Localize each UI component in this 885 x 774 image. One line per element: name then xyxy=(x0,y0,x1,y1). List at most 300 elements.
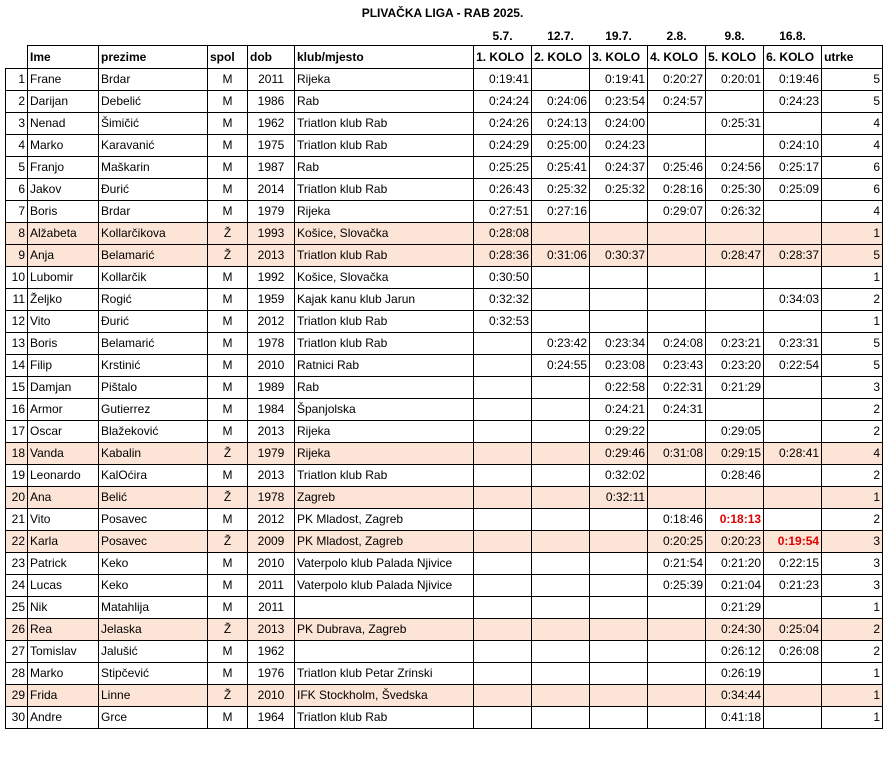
birth-year-cell: 1962 xyxy=(248,112,295,134)
last-name-cell: Debelić xyxy=(99,90,208,112)
time-cell xyxy=(474,420,532,442)
birth-year-cell: 2012 xyxy=(248,508,295,530)
time-cell xyxy=(590,706,648,728)
row-index: 30 xyxy=(6,706,28,728)
birth-year-cell: 1978 xyxy=(248,486,295,508)
time-cell xyxy=(764,662,822,684)
time-cell: 0:26:12 xyxy=(706,640,764,662)
date-cell: 5.7. xyxy=(492,29,513,44)
time-cell xyxy=(764,222,822,244)
time-cell: 0:21:29 xyxy=(706,376,764,398)
last-name-cell: Blažeković xyxy=(99,420,208,442)
time-cell: 0:23:20 xyxy=(706,354,764,376)
time-cell xyxy=(648,596,706,618)
last-name-cell: Kollarčikova xyxy=(99,222,208,244)
gender-cell: M xyxy=(208,310,248,332)
time-cell xyxy=(590,200,648,222)
gender-cell: Ž xyxy=(208,486,248,508)
time-cell xyxy=(474,640,532,662)
races-count-cell: 3 xyxy=(822,530,883,552)
first-name-cell: Tomislav xyxy=(28,640,99,662)
club-cell: Rijeka xyxy=(295,420,474,442)
gender-cell: Ž xyxy=(208,222,248,244)
time-cell xyxy=(706,288,764,310)
header-kolo: 2. KOLO xyxy=(532,45,590,68)
time-cell: 0:28:46 xyxy=(706,464,764,486)
first-name-cell: Lubomir xyxy=(28,266,99,288)
first-name-cell: Alžabeta xyxy=(28,222,99,244)
time-cell xyxy=(532,310,590,332)
time-cell xyxy=(474,354,532,376)
last-name-cell: Karavanić xyxy=(99,134,208,156)
club-cell: Košice, Slovačka xyxy=(295,266,474,288)
time-cell: 0:32:32 xyxy=(474,288,532,310)
time-cell xyxy=(706,266,764,288)
first-name-cell: Vito xyxy=(28,310,99,332)
races-count-cell: 2 xyxy=(822,508,883,530)
header-index xyxy=(6,45,28,68)
row-index: 15 xyxy=(6,376,28,398)
time-cell: 0:25:04 xyxy=(764,618,822,640)
time-cell: 0:28:47 xyxy=(706,244,764,266)
time-cell: 0:25:25 xyxy=(474,156,532,178)
table-row xyxy=(6,332,883,354)
row-index: 28 xyxy=(6,662,28,684)
first-name-cell: Darijan xyxy=(28,90,99,112)
time-cell xyxy=(764,420,822,442)
birth-year-cell: 2011 xyxy=(248,596,295,618)
time-cell xyxy=(474,486,532,508)
table-row xyxy=(6,288,883,310)
first-name-cell: Boris xyxy=(28,200,99,222)
races-count-cell: 5 xyxy=(822,90,883,112)
time-cell xyxy=(532,266,590,288)
table-row xyxy=(6,354,883,376)
table-row xyxy=(6,266,883,288)
gender-cell: M xyxy=(208,90,248,112)
time-cell: 0:31:08 xyxy=(648,442,706,464)
club-cell: Kajak kanu klub Jarun xyxy=(295,288,474,310)
races-count-cell: 1 xyxy=(822,486,883,508)
time-cell: 0:25:32 xyxy=(590,178,648,200)
time-cell: 0:41:18 xyxy=(706,706,764,728)
first-name-cell: Nenad xyxy=(28,112,99,134)
birth-year-cell: 2009 xyxy=(248,530,295,552)
gender-cell: M xyxy=(208,354,248,376)
time-cell xyxy=(532,640,590,662)
club-cell: Triatlon klub Rab xyxy=(295,310,474,332)
header-dob: dob xyxy=(248,45,295,68)
time-cell xyxy=(532,596,590,618)
birth-year-cell: 2011 xyxy=(248,574,295,596)
club-cell: Rab xyxy=(295,90,474,112)
time-cell xyxy=(590,684,648,706)
time-cell: 0:24:21 xyxy=(590,398,648,420)
birth-year-cell: 1964 xyxy=(248,706,295,728)
time-cell: 0:18:13 xyxy=(706,508,764,530)
time-cell: 0:27:51 xyxy=(474,200,532,222)
time-cell: 0:28:16 xyxy=(648,178,706,200)
time-cell xyxy=(474,552,532,574)
club-cell: Vaterpolo klub Palada Njivice xyxy=(295,574,474,596)
table-row xyxy=(6,310,883,332)
table-row xyxy=(6,618,883,640)
time-cell: 0:24:56 xyxy=(706,156,764,178)
row-index: 9 xyxy=(6,244,28,266)
time-cell: 0:28:08 xyxy=(474,222,532,244)
time-cell: 0:24:55 xyxy=(532,354,590,376)
time-cell: 0:32:11 xyxy=(590,486,648,508)
time-cell: 0:20:25 xyxy=(648,530,706,552)
time-cell xyxy=(532,442,590,464)
date-cell: 9.8. xyxy=(724,29,745,44)
time-cell xyxy=(764,706,822,728)
row-index: 2 xyxy=(6,90,28,112)
time-cell: 0:21:04 xyxy=(706,574,764,596)
birth-year-cell: 1962 xyxy=(248,640,295,662)
club-cell: Triatlon klub Rab xyxy=(295,464,474,486)
time-cell xyxy=(764,376,822,398)
birth-year-cell: 2010 xyxy=(248,684,295,706)
time-cell: 0:18:46 xyxy=(648,508,706,530)
club-cell: Triatlon klub Rab xyxy=(295,134,474,156)
row-index: 10 xyxy=(6,266,28,288)
first-name-cell: Jakov xyxy=(28,178,99,200)
club-cell xyxy=(295,596,474,618)
time-cell xyxy=(590,596,648,618)
time-cell: 0:32:02 xyxy=(590,464,648,486)
table-row xyxy=(6,596,883,618)
gender-cell: M xyxy=(208,332,248,354)
time-cell: 0:23:31 xyxy=(764,332,822,354)
time-cell: 0:23:08 xyxy=(590,354,648,376)
row-index: 7 xyxy=(6,200,28,222)
header-kolo: 3. KOLO xyxy=(590,45,648,68)
birth-year-cell: 1979 xyxy=(248,442,295,464)
time-cell xyxy=(648,112,706,134)
last-name-cell: Belamarić xyxy=(99,244,208,266)
time-cell xyxy=(532,552,590,574)
time-cell: 0:25:31 xyxy=(706,112,764,134)
time-cell xyxy=(474,398,532,420)
table-row xyxy=(6,178,883,200)
races-count-cell: 4 xyxy=(822,442,883,464)
row-index: 25 xyxy=(6,596,28,618)
header-ime: Ime xyxy=(28,45,99,68)
gender-cell: M xyxy=(208,706,248,728)
birth-year-cell: 2011 xyxy=(248,68,295,90)
birth-year-cell: 2014 xyxy=(248,178,295,200)
club-cell: PK Dubrava, Zagreb xyxy=(295,618,474,640)
last-name-cell: Keko xyxy=(99,574,208,596)
time-cell xyxy=(590,222,648,244)
table-row xyxy=(6,640,883,662)
row-index: 29 xyxy=(6,684,28,706)
time-cell: 0:24:24 xyxy=(474,90,532,112)
time-cell xyxy=(474,464,532,486)
time-cell: 0:23:54 xyxy=(590,90,648,112)
races-count-cell: 3 xyxy=(822,376,883,398)
club-cell: Triatlon klub Rab xyxy=(295,332,474,354)
header-kolo: 5. KOLO xyxy=(706,45,764,68)
time-cell xyxy=(648,288,706,310)
row-index: 19 xyxy=(6,464,28,486)
birth-year-cell: 1975 xyxy=(248,134,295,156)
time-cell xyxy=(648,310,706,332)
row-index: 17 xyxy=(6,420,28,442)
time-cell xyxy=(706,310,764,332)
races-count-cell: 1 xyxy=(822,706,883,728)
time-cell: 0:29:07 xyxy=(648,200,706,222)
birth-year-cell: 2013 xyxy=(248,244,295,266)
gender-cell: M xyxy=(208,508,248,530)
last-name-cell: Gutierrez xyxy=(99,398,208,420)
time-cell: 0:25:41 xyxy=(532,156,590,178)
time-cell xyxy=(764,464,822,486)
time-cell xyxy=(590,508,648,530)
time-cell xyxy=(648,420,706,442)
last-name-cell: Đurić xyxy=(99,178,208,200)
row-index: 6 xyxy=(6,178,28,200)
club-cell: PK Mladost, Zagreb xyxy=(295,530,474,552)
first-name-cell: Patrick xyxy=(28,552,99,574)
table-row xyxy=(6,134,883,156)
last-name-cell: Posavec xyxy=(99,508,208,530)
gender-cell: Ž xyxy=(208,442,248,464)
time-cell: 0:28:36 xyxy=(474,244,532,266)
table-row xyxy=(6,398,883,420)
time-cell: 0:26:08 xyxy=(764,640,822,662)
time-cell xyxy=(706,222,764,244)
header-spol: spol xyxy=(208,45,248,68)
last-name-cell: Brdar xyxy=(99,68,208,90)
time-cell xyxy=(532,398,590,420)
first-name-cell: Boris xyxy=(28,332,99,354)
time-cell xyxy=(590,618,648,640)
races-count-cell: 5 xyxy=(822,68,883,90)
row-index: 21 xyxy=(6,508,28,530)
time-cell xyxy=(532,706,590,728)
last-name-cell: Šimičić xyxy=(99,112,208,134)
last-name-cell: Grce xyxy=(99,706,208,728)
races-count-cell: 1 xyxy=(822,684,883,706)
time-cell: 0:24:57 xyxy=(648,90,706,112)
birth-year-cell: 1978 xyxy=(248,332,295,354)
row-index: 3 xyxy=(6,112,28,134)
last-name-cell: Đurić xyxy=(99,310,208,332)
time-cell: 0:25:17 xyxy=(764,156,822,178)
gender-cell: Ž xyxy=(208,684,248,706)
time-cell: 0:26:32 xyxy=(706,200,764,222)
races-count-cell: 6 xyxy=(822,178,883,200)
gender-cell: Ž xyxy=(208,618,248,640)
time-cell: 0:29:22 xyxy=(590,420,648,442)
last-name-cell: Matahlija xyxy=(99,596,208,618)
last-name-cell: Brdar xyxy=(99,200,208,222)
gender-cell: M xyxy=(208,552,248,574)
first-name-cell: Armor xyxy=(28,398,99,420)
row-index: 4 xyxy=(6,134,28,156)
races-count-cell: 4 xyxy=(822,134,883,156)
row-index: 8 xyxy=(6,222,28,244)
races-count-cell: 1 xyxy=(822,266,883,288)
time-cell: 0:26:19 xyxy=(706,662,764,684)
time-cell xyxy=(532,420,590,442)
club-cell: Zagreb xyxy=(295,486,474,508)
table-row xyxy=(6,530,883,552)
time-cell xyxy=(474,596,532,618)
time-cell: 0:24:00 xyxy=(590,112,648,134)
time-cell: 0:25:46 xyxy=(648,156,706,178)
last-name-cell: Posavec xyxy=(99,530,208,552)
header-utrke: utrke xyxy=(822,45,883,68)
time-cell: 0:24:23 xyxy=(590,134,648,156)
first-name-cell: Andre xyxy=(28,706,99,728)
time-cell xyxy=(590,640,648,662)
row-index: 11 xyxy=(6,288,28,310)
time-cell xyxy=(648,464,706,486)
races-count-cell: 2 xyxy=(822,640,883,662)
time-cell: 0:32:53 xyxy=(474,310,532,332)
time-cell: 0:31:06 xyxy=(532,244,590,266)
row-index: 14 xyxy=(6,354,28,376)
time-cell xyxy=(532,464,590,486)
time-cell xyxy=(474,684,532,706)
time-cell xyxy=(648,222,706,244)
last-name-cell: Maškarin xyxy=(99,156,208,178)
gender-cell: M xyxy=(208,178,248,200)
time-cell xyxy=(764,200,822,222)
birth-year-cell: 1993 xyxy=(248,222,295,244)
gender-cell: M xyxy=(208,574,248,596)
races-count-cell: 2 xyxy=(822,618,883,640)
time-cell: 0:25:30 xyxy=(706,178,764,200)
time-cell: 0:27:16 xyxy=(532,200,590,222)
club-cell: Rab xyxy=(295,156,474,178)
time-cell: 0:24:37 xyxy=(590,156,648,178)
time-cell: 0:20:23 xyxy=(706,530,764,552)
gender-cell: M xyxy=(208,266,248,288)
time-cell xyxy=(764,112,822,134)
table-row xyxy=(6,200,883,222)
first-name-cell: Leonardo xyxy=(28,464,99,486)
gender-cell: M xyxy=(208,640,248,662)
table-row xyxy=(6,684,883,706)
first-name-cell: Frida xyxy=(28,684,99,706)
first-name-cell: Marko xyxy=(28,662,99,684)
races-count-cell: 3 xyxy=(822,552,883,574)
birth-year-cell: 1986 xyxy=(248,90,295,112)
time-cell: 0:23:43 xyxy=(648,354,706,376)
time-cell: 0:22:31 xyxy=(648,376,706,398)
time-cell xyxy=(474,662,532,684)
gender-cell: M xyxy=(208,398,248,420)
header-prezime: prezime xyxy=(99,45,208,68)
page-title: PLIVAČKA LIGA - RAB 2025. xyxy=(361,6,524,20)
birth-year-cell: 2010 xyxy=(248,552,295,574)
time-cell xyxy=(532,376,590,398)
club-cell: Triatlon klub Rab xyxy=(295,706,474,728)
time-cell: 0:24:31 xyxy=(648,398,706,420)
date-cell: 2.8. xyxy=(666,29,687,44)
row-index: 16 xyxy=(6,398,28,420)
time-cell xyxy=(706,398,764,420)
gender-cell: M xyxy=(208,420,248,442)
last-name-cell: Kabalin xyxy=(99,442,208,464)
header-kolo: 1. KOLO xyxy=(474,45,532,68)
races-count-cell: 4 xyxy=(822,112,883,134)
time-cell xyxy=(764,266,822,288)
last-name-cell: KalOćira xyxy=(99,464,208,486)
birth-year-cell: 1987 xyxy=(248,156,295,178)
time-cell xyxy=(474,376,532,398)
time-cell: 0:25:09 xyxy=(764,178,822,200)
last-name-cell: Jelaska xyxy=(99,618,208,640)
time-cell: 0:24:30 xyxy=(706,618,764,640)
row-index: 20 xyxy=(6,486,28,508)
time-cell xyxy=(648,266,706,288)
time-cell: 0:25:39 xyxy=(648,574,706,596)
first-name-cell: Nik xyxy=(28,596,99,618)
club-cell: Vaterpolo klub Palada Njivice xyxy=(295,552,474,574)
time-cell xyxy=(648,486,706,508)
results-table xyxy=(5,28,883,729)
row-index: 13 xyxy=(6,332,28,354)
last-name-cell: Jalušić xyxy=(99,640,208,662)
time-cell xyxy=(648,684,706,706)
gender-cell: M xyxy=(208,288,248,310)
time-cell xyxy=(532,530,590,552)
time-cell: 0:28:37 xyxy=(764,244,822,266)
birth-year-cell: 1989 xyxy=(248,376,295,398)
birth-year-cell: 2012 xyxy=(248,310,295,332)
club-cell: Ratnici Rab xyxy=(295,354,474,376)
time-cell: 0:21:29 xyxy=(706,596,764,618)
birth-year-cell: 1979 xyxy=(248,200,295,222)
time-cell: 0:23:34 xyxy=(590,332,648,354)
time-cell xyxy=(532,662,590,684)
time-cell xyxy=(590,530,648,552)
gender-cell: Ž xyxy=(208,530,248,552)
time-cell xyxy=(474,706,532,728)
birth-year-cell: 1984 xyxy=(248,398,295,420)
time-cell xyxy=(764,596,822,618)
time-cell: 0:22:58 xyxy=(590,376,648,398)
club-cell: Rijeka xyxy=(295,200,474,222)
time-cell xyxy=(532,508,590,530)
table-row xyxy=(6,222,883,244)
time-cell xyxy=(532,486,590,508)
first-name-cell: Rea xyxy=(28,618,99,640)
time-cell: 0:19:41 xyxy=(590,68,648,90)
birth-year-cell: 2013 xyxy=(248,464,295,486)
time-cell xyxy=(474,574,532,596)
last-name-cell: Belamarić xyxy=(99,332,208,354)
table-row xyxy=(6,90,883,112)
header-kolo: 4. KOLO xyxy=(648,45,706,68)
header-klub: klub/mjesto xyxy=(295,45,474,68)
time-cell: 0:23:42 xyxy=(532,332,590,354)
last-name-cell: Kollarčik xyxy=(99,266,208,288)
gender-cell: M xyxy=(208,376,248,398)
time-cell: 0:24:10 xyxy=(764,134,822,156)
time-cell xyxy=(764,486,822,508)
time-cell: 0:20:27 xyxy=(648,68,706,90)
races-count-cell: 1 xyxy=(822,662,883,684)
time-cell xyxy=(590,266,648,288)
time-cell: 0:22:54 xyxy=(764,354,822,376)
last-name-cell: Rogić xyxy=(99,288,208,310)
